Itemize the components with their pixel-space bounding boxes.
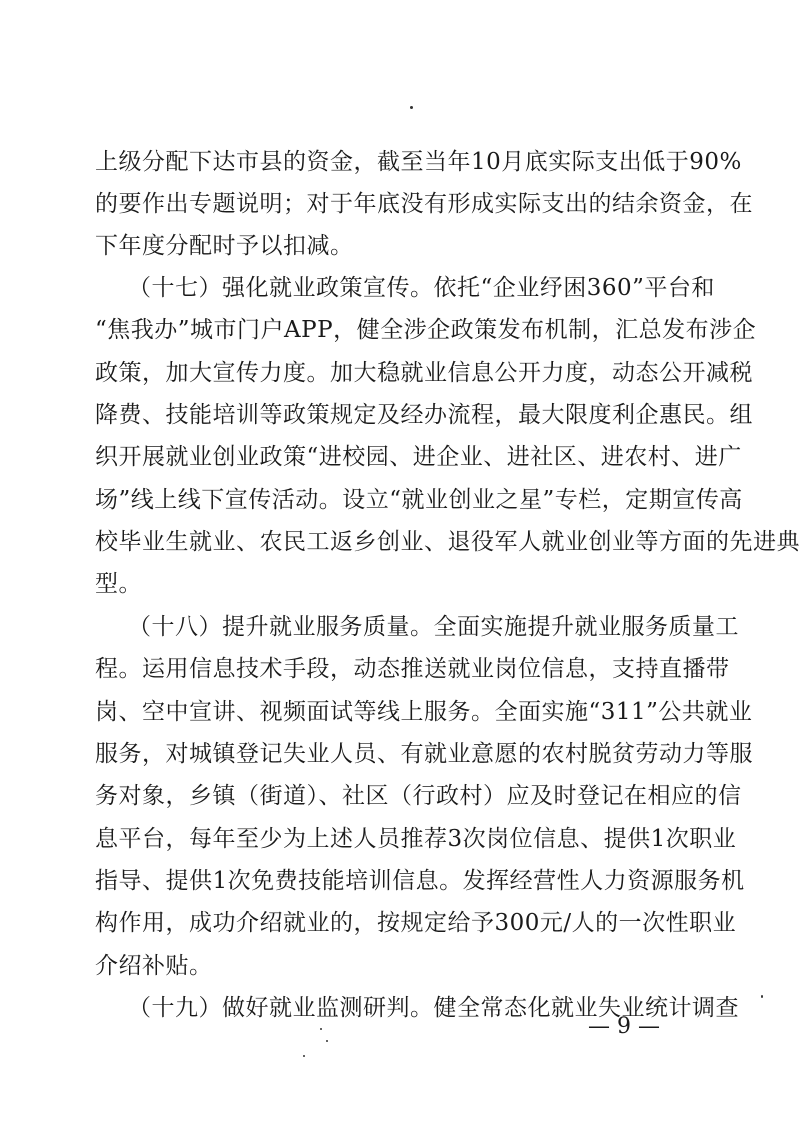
paragraph-line: 指导、提供1次免费技能培训信息。发挥经营性人力资源服务机 bbox=[95, 868, 745, 894]
paragraph-line: （十八）提升就业服务质量。全面实施提升就业服务质量工 bbox=[128, 614, 739, 640]
scan-speck bbox=[410, 106, 413, 109]
scan-speck bbox=[761, 995, 763, 998]
paragraph-line: 场”线上线下宣传活动。设立“就业创业之星”专栏，定期宣传高 bbox=[95, 487, 743, 513]
scan-speck bbox=[326, 1040, 328, 1042]
paragraph-line: 政策，加大宣传力度。加大稳就业信息公开力度，动态公开减税 bbox=[95, 360, 753, 386]
paragraph-line: 降费、技能培训等政策规定及经办流程，最大限度利企惠民。组 bbox=[95, 402, 753, 428]
paragraph-line: （十七）强化就业政策宣传。依托“企业纾困360”平台和 bbox=[128, 275, 715, 301]
paragraph-line: 织开展就业创业政策“进校园、进企业、进社区、进农村、进广 bbox=[95, 444, 742, 470]
paragraph-line: 介绍补贴。 bbox=[95, 953, 213, 979]
paragraph-line: 息平台，每年至少为上述人员推荐3次岗位信息、提供1次职业 bbox=[95, 826, 737, 852]
page-number: — 9 — bbox=[588, 1014, 660, 1039]
paragraph-line: 型。 bbox=[95, 571, 142, 597]
paragraph-line: 的要作出专题说明；对于年底没有形成实际支出的结余资金，在 bbox=[95, 191, 753, 217]
scan-speck bbox=[303, 1055, 305, 1057]
paragraph-line: 务对象，乡镇（街道）、社区（行政村）应及时登记在相应的信 bbox=[95, 783, 742, 809]
paragraph-line: 程。运用信息技术手段，动态推送就业岗位信息，支持直播带 bbox=[95, 656, 730, 682]
scan-speck bbox=[320, 1028, 322, 1030]
paragraph-line: 岗、空中宣讲、视频面试等线上服务。全面实施“311”公共就业 bbox=[95, 699, 753, 725]
paragraph-line: 校毕业生就业、农民工返乡创业、退役军人就业创业等方面的先进典 bbox=[95, 529, 800, 555]
paragraph-line: 上级分配下达市县的资金，截至当年10月底实际支出低于90% bbox=[95, 149, 742, 175]
paragraph-line: 服务，对城镇登记失业人员、有就业意愿的农村脱贫劳动力等服 bbox=[95, 741, 753, 767]
paragraph-line: （十九）做好就业监测研判。健全常态化就业失业统计调查 bbox=[128, 995, 739, 1021]
paragraph-line: 构作用，成功介绍就业的，按规定给予300元/人的一次性职业 bbox=[95, 910, 737, 936]
paragraph-line: “焦我办”城市门户APP，健全涉企政策发布机制，汇总发布涉企 bbox=[95, 317, 757, 343]
paragraph-line: 下年度分配时予以扣减。 bbox=[95, 233, 354, 259]
